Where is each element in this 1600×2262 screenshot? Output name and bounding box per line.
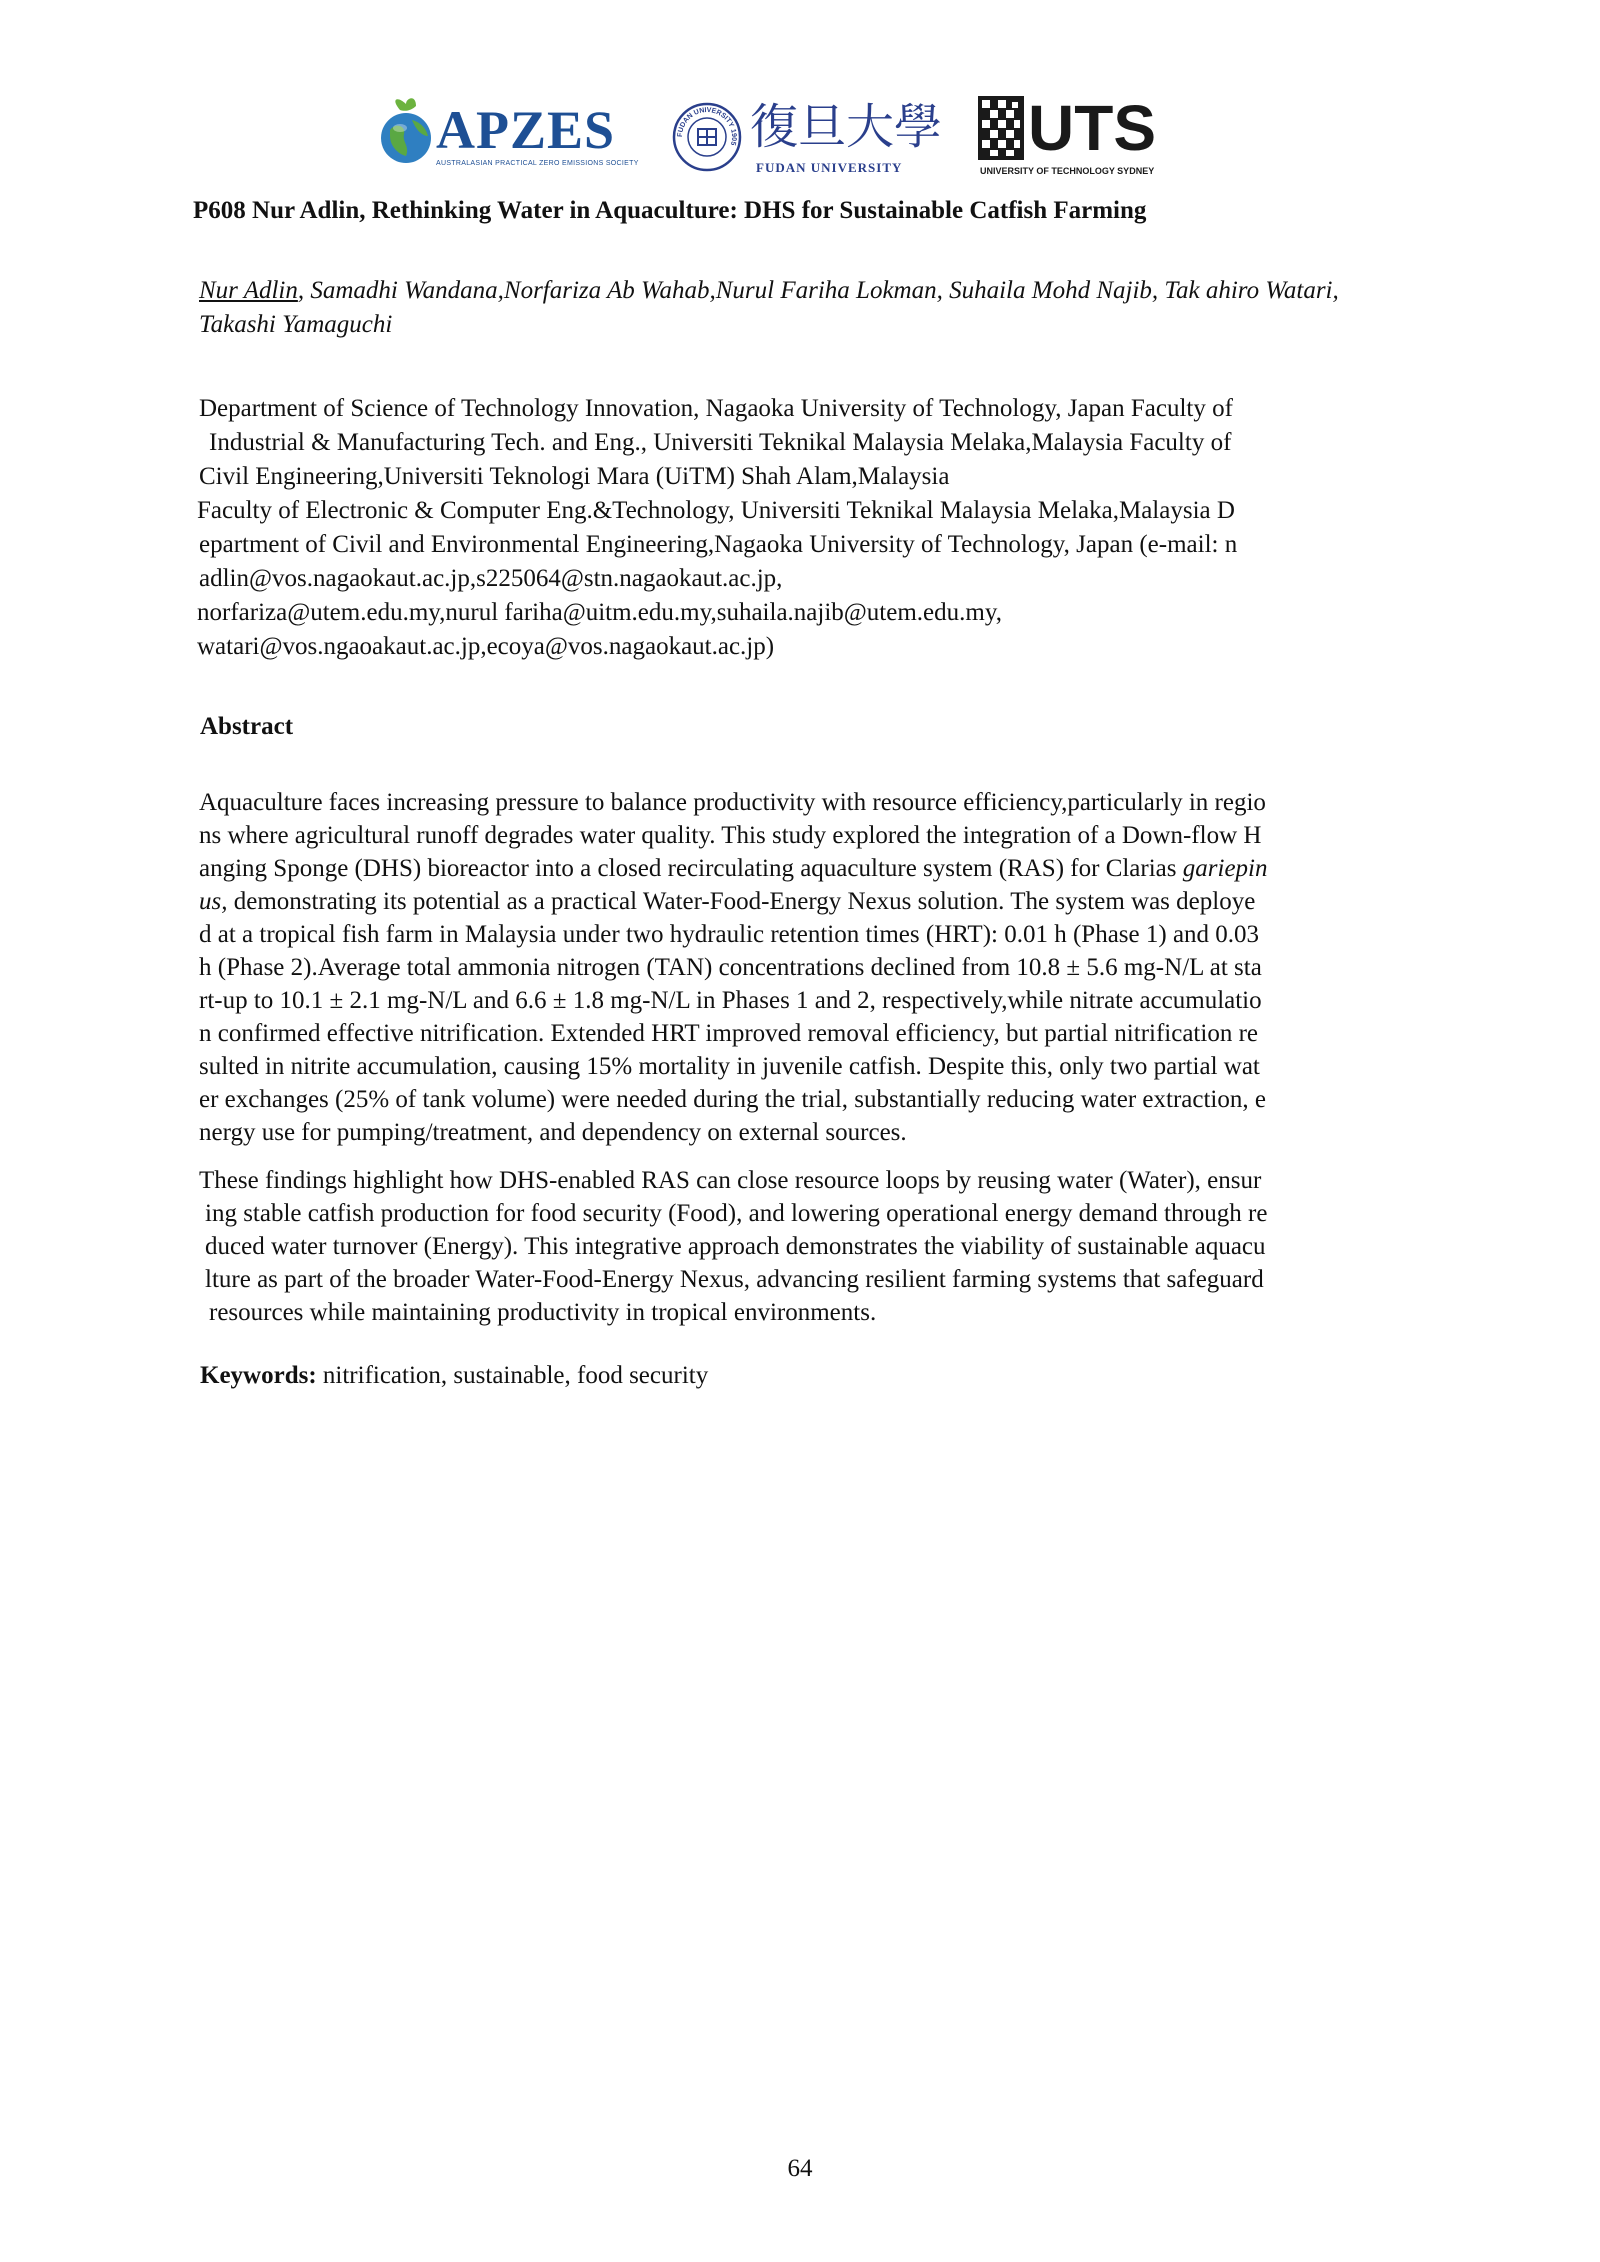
apzes-wordmark: APZES	[436, 100, 616, 160]
abstract-heading: Abstract	[200, 713, 294, 740]
species-name-part: gariepin	[1182, 855, 1268, 882]
text-line: n confirmed effective nitrification. Extended HRT improved removal efficiency, but partial nitrification re	[199, 1020, 1258, 1047]
text-line: h (Phase 2).Average total ammonia nitrogen (TAN) concentrations declined from 10.8 ± 5.6 mg-N/L at sta	[199, 954, 1262, 981]
text-line	[199, 852, 1267, 885]
fudan-seal-text: FUDAN UNIVERSITY 1905	[676, 106, 738, 146]
text-line: nergy use for pumping/treatment, and dependency on external sources.	[199, 1119, 907, 1146]
uts-subtitle: UNIVERSITY OF TECHNOLOGY SYDNEY	[980, 166, 1155, 176]
text-line: er exchanges (25% of tank volume) were needed during the trial, substantially reducing water extraction, e	[199, 1086, 1266, 1113]
paper-title: P608 Nur Adlin, Rethinking Water in Aquaculture: DHS for Sustainable Catfish Farming	[193, 197, 1147, 224]
first-author: Nur Adlin	[199, 277, 298, 304]
abstract-paragraph-1	[199, 786, 1267, 1149]
uts-emblem-icon	[978, 96, 1024, 160]
author-list	[199, 274, 1399, 342]
abstract-paragraph-2	[199, 1164, 1267, 1329]
affiliation-line: Industrial & Manufacturing Tech. and Eng., Universiti Teknikal Malaysia Melaka,Malaysia Faculty of	[209, 429, 1232, 456]
uts-wordmark: UTS	[1028, 92, 1156, 164]
affiliation-line: watari@vos.ngaoakaut.ac.jp,ecoya@vos.nagaokaut.ac.jp)	[197, 633, 775, 660]
uts-logo	[978, 92, 1160, 180]
co-authors: , Samadhi Wandana,Norfariza Ab Wahab,Nurul Fariha Lokman, Suhaila Mohd Najib, Tak ahiro Watari, Takashi Yamaguchi	[199, 277, 1339, 338]
affiliation-line: Department of Science of Technology Innovation, Nagaoka University of Technology, Japan Faculty of	[199, 395, 1233, 422]
text-line: duced water turnover (Energy). This integrative approach demonstrates the viability of sustainable aquacu	[205, 1233, 1266, 1260]
logo-header	[0, 92, 1600, 186]
fudan-chinese-name: 復旦大學	[750, 99, 943, 155]
text-line: These findings highlight how DHS-enabled RAS can close resource loops by reusing water (Water), ensur	[199, 1167, 1262, 1194]
affiliation-line: epartment of Civil and Environmental Engineering,Nagaoka University of Technology, Japan (e-mail: n	[199, 531, 1238, 558]
affiliation-line: norfariza@utem.edu.my,nurul fariha@uitm.edu.my,suhaila.najib@utem.edu.my,	[197, 599, 1002, 626]
page-number: 64	[787, 2155, 813, 2182]
text-line: ns where agricultural runoff degrades water quality. This study explored the integration of a Down-flow H	[199, 822, 1262, 849]
text-segment: demonstrating its potential as a practical Water-Food-Energy Nexus solution. The system was deploye	[227, 888, 1256, 915]
text-line: Aquaculture faces increasing pressure to balance productivity with resource efficiency,particularly in regio	[199, 789, 1266, 816]
globe-icon	[376, 96, 436, 166]
fudan-seal-icon	[672, 102, 742, 172]
fudan-english-name: FUDAN UNIVERSITY	[756, 160, 903, 175]
keywords	[200, 1360, 708, 1392]
text-segment: anging Sponge (DHS) bioreactor into a closed recirculating aquaculture system (RAS) for Clarias	[199, 855, 1183, 882]
text-line: resources while maintaining productivity in tropical environments.	[209, 1299, 877, 1326]
affiliation-line: adlin@vos.nagaokaut.ac.jp,s225064@stn.nagaokaut.ac.jp,	[199, 565, 783, 592]
apzes-logo	[376, 96, 639, 178]
affiliations	[199, 392, 1429, 664]
text-line: sulted in nitrite accumulation, causing 15% mortality in juvenile catfish. Despite this, only two partial wat	[199, 1053, 1260, 1080]
text-line: d at a tropical fish farm in Malaysia under two hydraulic retention times (HRT): 0.01 h (Phase 1) and 0.03	[199, 921, 1260, 948]
text-line: lture as part of the broader Water-Food-Energy Nexus, advancing resilient farming systems that safeguard	[205, 1266, 1264, 1293]
species-name-part: us,	[199, 888, 228, 915]
text-line: ing stable catfish production for food security (Food), and lowering operational energy demand through re	[205, 1200, 1268, 1227]
affiliation-line: Civil Engineering,Universiti Teknologi Mara (UiTM) Shah Alam,Malaysia	[199, 463, 950, 490]
affiliation-line: Faculty of Electronic & Computer Eng.&Technology, Universiti Teknikal Malaysia Melaka,Malaysia D	[197, 497, 1235, 524]
keywords-value: nitrification, sustainable, food security	[316, 1362, 709, 1389]
text-line	[199, 885, 1267, 918]
keywords-label: Keywords:	[200, 1362, 317, 1389]
text-line: rt-up to 10.1 ± 2.1 mg-N/L and 6.6 ± 1.8 mg-N/L in Phases 1 and 2, respectively,while nitrate accumulatio	[199, 987, 1262, 1014]
apzes-subtitle: AUSTRALASIAN PRACTICAL ZERO EMISSIONS SOCIETY	[436, 160, 639, 167]
fudan-logo	[672, 96, 943, 186]
